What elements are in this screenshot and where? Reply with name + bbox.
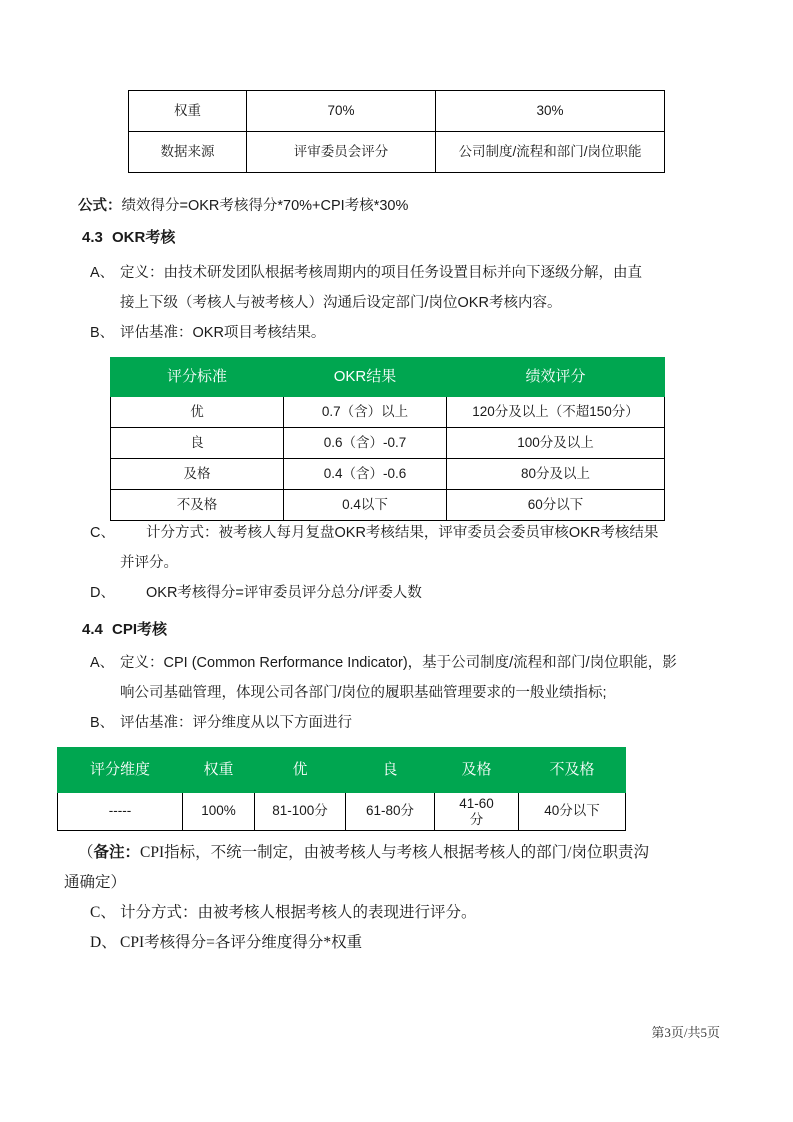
table-row (111, 459, 665, 490)
heading-4-3-number: 4.3 (82, 229, 103, 246)
heading-4-3-title: OKR考核 (112, 229, 176, 246)
okr-header-criteria: 评分标准 (111, 358, 284, 397)
paragraph-4-3-b (90, 318, 690, 348)
okr-header-result: OKR结果 (284, 358, 447, 397)
cpi-header-good: 良 (346, 748, 435, 793)
formula-text: 绩效得分=OKR考核得分*70%+CPI考核*30% (121, 198, 409, 214)
heading-4-3 (82, 226, 175, 247)
source-okr-value: 评审委员会评分 (247, 132, 436, 173)
okr-cell: 良 (111, 428, 284, 459)
source-row-label: 数据来源 (129, 132, 247, 173)
table-row (129, 91, 665, 132)
okr-cell: 120分及以上（不超150分） (447, 397, 665, 428)
list-label: A、 (90, 265, 115, 281)
list-label: D、 (90, 934, 117, 951)
cpi-header-pass: 及格 (435, 748, 519, 793)
weight-cpi-value: 30% (436, 91, 665, 132)
weight-source-table (128, 90, 665, 173)
heading-4-4-title: CPI考核 (112, 621, 168, 638)
cpi-cell-pass-line1: 41-60 (459, 796, 494, 811)
list-text-line2: 并评分。 (120, 555, 178, 571)
okr-cell: 60分以下 (447, 490, 665, 521)
note-line1 (78, 838, 703, 868)
list-label: B、 (90, 715, 115, 731)
list-text-line2: 接上下级（考核人与被考核人）沟通后设定部门/岗位OKR考核内容。 (120, 295, 562, 311)
paragraph-4-4-a (90, 648, 700, 708)
okr-cell: 优 (111, 397, 284, 428)
okr-cell: 0.6（含）-0.7 (284, 428, 447, 459)
list-text-line1: 计分方式：由被考核人根据考核人的表现进行评分。 (120, 904, 477, 921)
paragraph-4-4-b (90, 708, 700, 738)
list-text-line1: 计分方式：被考核人每月复盘OKR考核结果，评审委员会委员审核OKR考核结果 (146, 525, 659, 541)
cpi-header-excellent: 优 (255, 748, 346, 793)
table-row (129, 132, 665, 173)
cpi-dimension-table (57, 747, 626, 831)
paragraph-4-3-d (90, 578, 690, 608)
page-footer: 第3页/共5页 (651, 1025, 720, 1040)
cpi-cell-pass (435, 793, 519, 831)
cpi-cell-excellent: 81-100分 (255, 793, 346, 831)
list-label: B、 (90, 325, 115, 341)
weight-row-label: 权重 (129, 91, 247, 132)
okr-cell: 80分及以上 (447, 459, 665, 490)
okr-cell: 不及格 (111, 490, 284, 521)
paragraph-cpi-note (64, 838, 703, 898)
okr-cell: 0.7（含）以上 (284, 397, 447, 428)
heading-4-4 (82, 618, 167, 639)
heading-4-4-number: 4.4 (82, 621, 103, 638)
list-label: A、 (90, 655, 115, 671)
list-text-line1: 评估基准：评分维度从以下方面进行 (120, 715, 352, 731)
source-cpi-value: 公司制度/流程和部门/岗位职能 (436, 132, 665, 173)
cpi-cell-weight: 100% (183, 793, 255, 831)
okr-criteria-table (110, 357, 665, 521)
paragraph-4-4-d (90, 928, 690, 958)
paragraph-4-4-c (90, 898, 690, 928)
list-label: D、 (90, 585, 115, 601)
okr-cell: 100分及以上 (447, 428, 665, 459)
okr-cell: 0.4（含）-0.6 (284, 459, 447, 490)
list-text-line2: 响公司基础管理，体现公司各部门/岗位的履职基础管理要求的一般业绩指标; (120, 685, 607, 701)
paragraph-4-3-a (90, 258, 690, 318)
okr-header-score: 绩效评分 (447, 358, 665, 397)
formula-line (78, 194, 408, 215)
cpi-header-fail: 不及格 (519, 748, 626, 793)
okr-cell: 及格 (111, 459, 284, 490)
table-header-row (111, 358, 665, 397)
list-text-line1: 定义：由技术研发团队根据考核周期内的项目任务设置目标并向下逐级分解，由直 (120, 265, 642, 281)
note-label: 备注： (93, 844, 141, 861)
table-header-row (58, 748, 626, 793)
note-text: CPI指标，不统一制定，由被考核人与考核人根据考核人的部门/岗位职责沟 (140, 844, 649, 861)
note-prefix: （ (78, 844, 94, 861)
list-text-line1: OKR考核得分=评审委员评分总分/评委人数 (146, 585, 422, 601)
cpi-cell-pass-line2: 分 (469, 811, 484, 827)
cpi-cell-good: 61-80分 (346, 793, 435, 831)
list-text-line1: CPI考核得分=各评分维度得分*权重 (120, 934, 363, 951)
list-text-line1: 评估基准：OKR项目考核结果。 (120, 325, 326, 341)
list-label: C、 (90, 525, 115, 541)
table-row (111, 490, 665, 521)
paragraph-4-3-c (90, 518, 690, 578)
okr-cell: 0.4以下 (284, 490, 447, 521)
list-text-line1: 定义：CPI (Common Rerformance Indicator)，基于公司制度/流程和部门/岗位职能，影 (120, 655, 677, 671)
list-label: C、 (90, 904, 116, 921)
table-row (111, 428, 665, 459)
cpi-cell-dimension: ----- (58, 793, 183, 831)
formula-label: 公式： (78, 198, 122, 214)
table-row (58, 793, 626, 831)
cpi-header-weight: 权重 (183, 748, 255, 793)
table-row (111, 397, 665, 428)
cpi-header-dimension: 评分维度 (58, 748, 183, 793)
note-line2: 通确定） (64, 874, 127, 891)
weight-okr-value: 70% (247, 91, 436, 132)
cpi-cell-fail: 40分以下 (519, 793, 626, 831)
